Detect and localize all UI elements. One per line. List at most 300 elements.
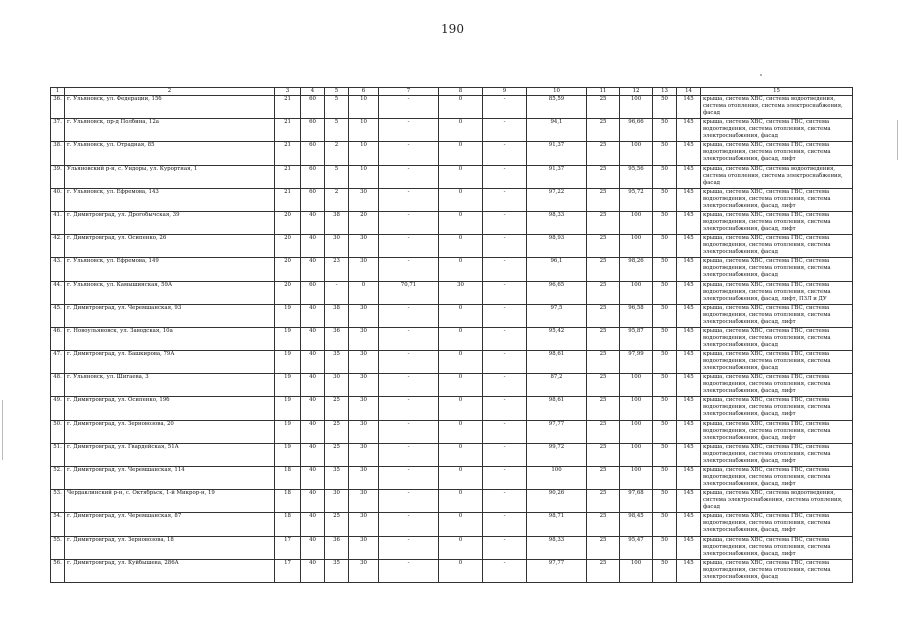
address-cell: г. Ульяновск, ул. Федерации, 15б: [65, 96, 275, 119]
value-cell-5: 2: [325, 142, 349, 165]
value-cell-8: 0: [439, 374, 483, 397]
row-number-cell: 45.: [51, 304, 65, 327]
value-cell-12: 100: [620, 559, 653, 582]
value-cell-7: -: [379, 513, 439, 536]
value-cell-13: 50: [653, 351, 677, 374]
value-cell-11: 25: [587, 536, 620, 559]
repair-works-cell: крыша, система ХВС, система водоотведения, система отопления, система электроснабжения, фасад: [701, 165, 853, 188]
value-cell-9: -: [483, 351, 527, 374]
row-number-cell: 38.: [51, 142, 65, 165]
scan-edge-mark: [2, 400, 3, 460]
value-cell-10: 91,37: [527, 165, 587, 188]
address-cell: г. Димитровград, ул. Куйбышева, 286А: [65, 559, 275, 582]
value-cell-3: 20: [275, 235, 301, 258]
value-cell-7: -: [379, 327, 439, 350]
value-cell-14: 145: [677, 420, 701, 443]
value-cell-5: 2: [325, 188, 349, 211]
value-cell-13: 50: [653, 119, 677, 142]
value-cell-5: 25: [325, 443, 349, 466]
repair-works-cell: крыша, система ХВС, система водоотведения, система электроснабжения, система отопления, фасад: [701, 490, 853, 513]
value-cell-11: 25: [587, 443, 620, 466]
value-cell-14: 145: [677, 235, 701, 258]
table-row: [51, 513, 853, 536]
value-cell-5: 35: [325, 351, 349, 374]
value-cell-13: 50: [653, 258, 677, 281]
value-cell-14: 145: [677, 142, 701, 165]
value-cell-12: 95,47: [620, 536, 653, 559]
header-cell: 14: [677, 88, 701, 96]
value-cell-8: 0: [439, 96, 483, 119]
value-cell-3: 18: [275, 467, 301, 490]
value-cell-3: 21: [275, 142, 301, 165]
value-cell-13: 50: [653, 188, 677, 211]
value-cell-9: -: [483, 211, 527, 234]
value-cell-8: 0: [439, 397, 483, 420]
value-cell-4: 40: [301, 536, 325, 559]
value-cell-4: 60: [301, 165, 325, 188]
value-cell-11: 25: [587, 142, 620, 165]
value-cell-8: 0: [439, 258, 483, 281]
header-cell: 4: [301, 88, 325, 96]
value-cell-8: 0: [439, 119, 483, 142]
table-row: [51, 165, 853, 188]
value-cell-12: 98,26: [620, 258, 653, 281]
value-cell-8: 0: [439, 443, 483, 466]
table-row: [51, 96, 853, 119]
value-cell-14: 145: [677, 467, 701, 490]
value-cell-6: 30: [349, 304, 379, 327]
value-cell-14: 145: [677, 281, 701, 304]
table-row: [51, 327, 853, 350]
value-cell-4: 40: [301, 420, 325, 443]
value-cell-7: -: [379, 374, 439, 397]
value-cell-3: 21: [275, 119, 301, 142]
value-cell-9: -: [483, 490, 527, 513]
repair-works-cell: крыша, система ХВС, система ГВС, система водоотведения, система отопления, система электроснабжения, фасад, лифт: [701, 211, 853, 234]
value-cell-5: 35: [325, 467, 349, 490]
value-cell-10: 100: [527, 467, 587, 490]
header-cell: 15: [701, 88, 853, 96]
row-number-cell: 53.: [51, 490, 65, 513]
value-cell-9: -: [483, 281, 527, 304]
table-row: [51, 559, 853, 582]
value-cell-11: 25: [587, 374, 620, 397]
value-cell-12: 96,66: [620, 119, 653, 142]
value-cell-5: 5: [325, 165, 349, 188]
page-number: 190: [441, 22, 464, 36]
value-cell-4: 40: [301, 327, 325, 350]
repair-works-cell: крыша, система ХВС, система ГВС, система водоотведения, система отопления, система электроснабжения, фасад, лифт: [701, 467, 853, 490]
value-cell-12: 100: [620, 443, 653, 466]
value-cell-10: 98,33: [527, 211, 587, 234]
value-cell-4: 60: [301, 142, 325, 165]
value-cell-5: 5: [325, 96, 349, 119]
repair-works-cell: крыша, система ХВС, система водоотведения, система отопления, система электроснабжения, фасад: [701, 96, 853, 119]
value-cell-4: 40: [301, 258, 325, 281]
value-cell-12: 96,58: [620, 304, 653, 327]
value-cell-8: 0: [439, 559, 483, 582]
value-cell-6: 10: [349, 142, 379, 165]
value-cell-13: 50: [653, 165, 677, 188]
value-cell-8: 0: [439, 327, 483, 350]
value-cell-7: -: [379, 490, 439, 513]
value-cell-3: 21: [275, 96, 301, 119]
value-cell-10: 99,72: [527, 443, 587, 466]
value-cell-6: 30: [349, 536, 379, 559]
value-cell-9: -: [483, 443, 527, 466]
value-cell-4: 40: [301, 397, 325, 420]
repair-works-cell: крыша, система ХВС, система ГВС, система водоотведения, система отопления, система электроснабжения, фасад: [701, 351, 853, 374]
repair-works-cell: крыша, система ХВС, система ГВС, система водоотведения, система отопления, система электроснабжения, фасад: [701, 235, 853, 258]
value-cell-11: 25: [587, 281, 620, 304]
value-cell-6: 30: [349, 559, 379, 582]
value-cell-7: -: [379, 258, 439, 281]
value-cell-11: 25: [587, 559, 620, 582]
value-cell-4: 40: [301, 490, 325, 513]
address-cell: г. Димитровград, ул. Осипенко, 26: [65, 235, 275, 258]
value-cell-14: 145: [677, 374, 701, 397]
value-cell-13: 50: [653, 211, 677, 234]
value-cell-6: 30: [349, 490, 379, 513]
value-cell-5: 30: [325, 374, 349, 397]
value-cell-7: -: [379, 536, 439, 559]
table-row: [51, 304, 853, 327]
row-number-cell: 39.: [51, 165, 65, 188]
value-cell-5: -: [325, 281, 349, 304]
value-cell-8: 0: [439, 165, 483, 188]
value-cell-6: 30: [349, 467, 379, 490]
value-cell-6: 30: [349, 327, 379, 350]
value-cell-12: 100: [620, 142, 653, 165]
address-cell: г. Ульяновск, ул. Отрадная, 85: [65, 142, 275, 165]
repair-works-cell: крыша, система ХВС, система ГВС, система водоотведения, система отопления, система электроснабжения, фасад: [701, 119, 853, 142]
value-cell-3: 21: [275, 188, 301, 211]
header-cell: 7: [379, 88, 439, 96]
value-cell-9: -: [483, 513, 527, 536]
value-cell-8: 30: [439, 281, 483, 304]
value-cell-9: -: [483, 258, 527, 281]
header-cell: 11: [587, 88, 620, 96]
value-cell-5: 36: [325, 327, 349, 350]
scan-edge-mark: [897, 120, 898, 160]
value-cell-8: 0: [439, 490, 483, 513]
value-cell-11: 25: [587, 235, 620, 258]
value-cell-3: 19: [275, 397, 301, 420]
repair-works-cell: крыша, система ХВС, система ГВС, система водоотведения, система отопления, система электроснабжения, фасад, лифт, ПЗЛ и ДУ: [701, 281, 853, 304]
address-cell: г. Ульяновск, ул. Шигаева, 3: [65, 374, 275, 397]
value-cell-5: 35: [325, 559, 349, 582]
value-cell-12: 97,99: [620, 351, 653, 374]
value-cell-13: 50: [653, 513, 677, 536]
value-cell-5: 38: [325, 304, 349, 327]
value-cell-7: -: [379, 559, 439, 582]
repair-works-cell: крыша, система ХВС, система ГВС, система водоотведения, система отопления, система электроснабжения, фасад: [701, 258, 853, 281]
value-cell-4: 40: [301, 235, 325, 258]
value-cell-5: 5: [325, 119, 349, 142]
value-cell-6: 10: [349, 119, 379, 142]
value-cell-6: 10: [349, 165, 379, 188]
value-cell-3: 19: [275, 327, 301, 350]
address-cell: г. Димитровград, ул. Зерновозова, 18: [65, 536, 275, 559]
value-cell-11: 25: [587, 119, 620, 142]
repair-works-cell: крыша, система ХВС, система ГВС, система водоотведения, система отопления, система электроснабжения, фасад, лифт: [701, 397, 853, 420]
address-cell: Ульяновский р-н, с. Ундоры, ул. Курортная, 1: [65, 165, 275, 188]
value-cell-8: 0: [439, 235, 483, 258]
address-cell: г. Димитровград, ул. Башкирова, 79А: [65, 351, 275, 374]
table-row: [51, 536, 853, 559]
value-cell-5: 25: [325, 397, 349, 420]
table-row: [51, 188, 853, 211]
value-cell-10: 95,42: [527, 327, 587, 350]
value-cell-8: 0: [439, 351, 483, 374]
value-cell-10: 97,77: [527, 559, 587, 582]
value-cell-12: 95,72: [620, 188, 653, 211]
value-cell-10: 97,77: [527, 420, 587, 443]
value-cell-12: 95,87: [620, 327, 653, 350]
repair-works-cell: крыша, система ХВС, система ГВС, система водоотведения, система отопления, система электроснабжения, фасад, лифт: [701, 188, 853, 211]
value-cell-7: -: [379, 165, 439, 188]
address-cell: г. Димитровград, ул. Черемшанская, 93: [65, 304, 275, 327]
value-cell-10: 87,2: [527, 374, 587, 397]
value-cell-6: 30: [349, 420, 379, 443]
value-cell-14: 145: [677, 165, 701, 188]
value-cell-14: 145: [677, 258, 701, 281]
value-cell-12: 100: [620, 467, 653, 490]
value-cell-3: 19: [275, 420, 301, 443]
table-row: [51, 258, 853, 281]
repair-works-cell: крыша, система ХВС, система ГВС, система водоотведения, система отопления, система электроснабжения, фасад, лифт: [701, 304, 853, 327]
value-cell-10: 98,61: [527, 397, 587, 420]
value-cell-6: 30: [349, 235, 379, 258]
value-cell-4: 40: [301, 374, 325, 397]
header-cell: 9: [483, 88, 527, 96]
value-cell-10: 96,65: [527, 281, 587, 304]
header-cell: 6: [349, 88, 379, 96]
value-cell-6: 30: [349, 351, 379, 374]
value-cell-4: 40: [301, 211, 325, 234]
value-cell-12: 98,45: [620, 513, 653, 536]
value-cell-5: 36: [325, 536, 349, 559]
address-cell: г. Димитровград, ул. Черемшанская, 114: [65, 467, 275, 490]
value-cell-4: 60: [301, 119, 325, 142]
row-number-cell: 54.: [51, 513, 65, 536]
row-number-cell: 44.: [51, 281, 65, 304]
header-cell: 5: [325, 88, 349, 96]
value-cell-14: 145: [677, 188, 701, 211]
value-cell-5: 25: [325, 513, 349, 536]
value-cell-5: 38: [325, 211, 349, 234]
value-cell-5: 25: [325, 420, 349, 443]
value-cell-14: 145: [677, 211, 701, 234]
value-cell-11: 25: [587, 188, 620, 211]
value-cell-12: 100: [620, 397, 653, 420]
value-cell-11: 25: [587, 513, 620, 536]
repair-works-cell: крыша, система ХВС, система ГВС, система водоотведения, система отопления, система электроснабжения, фасад, лифт: [701, 142, 853, 165]
value-cell-8: 0: [439, 304, 483, 327]
value-cell-3: 18: [275, 513, 301, 536]
value-cell-8: 0: [439, 513, 483, 536]
repair-works-cell: крыша, система ХВС, система ГВС, система водоотведения, система отопления, система электроснабжения, фасад: [701, 327, 853, 350]
header-cell: 2: [65, 88, 275, 96]
value-cell-13: 50: [653, 420, 677, 443]
value-cell-9: -: [483, 559, 527, 582]
value-cell-4: 60: [301, 188, 325, 211]
value-cell-11: 25: [587, 467, 620, 490]
value-cell-5: 23: [325, 258, 349, 281]
row-number-cell: 42.: [51, 235, 65, 258]
value-cell-10: 96,1: [527, 258, 587, 281]
value-cell-4: 40: [301, 559, 325, 582]
value-cell-13: 50: [653, 235, 677, 258]
address-cell: г. Ульяновск, ул. Ефремова, 149: [65, 258, 275, 281]
column-number-header-row: [51, 88, 853, 96]
value-cell-8: 0: [439, 420, 483, 443]
value-cell-6: 30: [349, 397, 379, 420]
value-cell-7: -: [379, 467, 439, 490]
value-cell-7: -: [379, 96, 439, 119]
table-row: [51, 467, 853, 490]
value-cell-11: 25: [587, 420, 620, 443]
value-cell-12: 100: [620, 420, 653, 443]
value-cell-14: 145: [677, 443, 701, 466]
value-cell-11: 25: [587, 211, 620, 234]
table-row: [51, 397, 853, 420]
value-cell-10: 97,22: [527, 188, 587, 211]
value-cell-14: 145: [677, 304, 701, 327]
value-cell-9: -: [483, 397, 527, 420]
value-cell-3: 20: [275, 258, 301, 281]
repair-works-cell: крыша, система ХВС, система ГВС, система водоотведения, система отопления, система электроснабжения, фасад: [701, 559, 853, 582]
table-row: [51, 374, 853, 397]
value-cell-6: 10: [349, 96, 379, 119]
value-cell-7: -: [379, 142, 439, 165]
value-cell-10: 98,33: [527, 536, 587, 559]
address-cell: г. Ульяновск, ул. Ефремова, 143: [65, 188, 275, 211]
table-row: [51, 281, 853, 304]
address-cell: г. Димитровград, ул. Дрогобычская, 39: [65, 211, 275, 234]
value-cell-10: 90,26: [527, 490, 587, 513]
value-cell-4: 60: [301, 96, 325, 119]
value-cell-4: 40: [301, 443, 325, 466]
value-cell-12: 100: [620, 96, 653, 119]
value-cell-12: 100: [620, 211, 653, 234]
value-cell-7: -: [379, 420, 439, 443]
value-cell-8: 0: [439, 536, 483, 559]
value-cell-10: 98,71: [527, 513, 587, 536]
row-number-cell: 37.: [51, 119, 65, 142]
address-cell: г. Димитровград, ул. Гвардейская, 51А: [65, 443, 275, 466]
value-cell-12: 100: [620, 281, 653, 304]
value-cell-7: -: [379, 443, 439, 466]
value-cell-9: -: [483, 142, 527, 165]
table-row: [51, 211, 853, 234]
value-cell-6: 30: [349, 374, 379, 397]
value-cell-6: 30: [349, 188, 379, 211]
table-row: [51, 235, 853, 258]
address-cell: г. Димитровград, ул. Осипенко, 19б: [65, 397, 275, 420]
value-cell-13: 50: [653, 281, 677, 304]
value-cell-8: 0: [439, 188, 483, 211]
value-cell-3: 20: [275, 281, 301, 304]
value-cell-11: 25: [587, 165, 620, 188]
value-cell-13: 50: [653, 96, 677, 119]
value-cell-14: 145: [677, 351, 701, 374]
value-cell-14: 145: [677, 559, 701, 582]
header-cell: 12: [620, 88, 653, 96]
address-cell: г. Новоульяновск, ул. Заводская, 10а: [65, 327, 275, 350]
value-cell-13: 50: [653, 397, 677, 420]
value-cell-9: -: [483, 374, 527, 397]
value-cell-5: 30: [325, 490, 349, 513]
value-cell-7: -: [379, 397, 439, 420]
row-number-cell: 46.: [51, 327, 65, 350]
value-cell-13: 50: [653, 467, 677, 490]
row-number-cell: 41.: [51, 211, 65, 234]
value-cell-3: 20: [275, 211, 301, 234]
value-cell-10: 98,93: [527, 235, 587, 258]
value-cell-8: 0: [439, 211, 483, 234]
value-cell-3: 21: [275, 165, 301, 188]
value-cell-5: 30: [325, 235, 349, 258]
row-number-cell: 47.: [51, 351, 65, 374]
value-cell-11: 25: [587, 96, 620, 119]
header-cell: 10: [527, 88, 587, 96]
address-cell: г. Димитровград, ул. Зерновозова, 20: [65, 420, 275, 443]
repair-works-cell: крыша, система ХВС, система ГВС, система водоотведения, система отопления, система электроснабжения, фасад, лифт: [701, 513, 853, 536]
value-cell-3: 17: [275, 536, 301, 559]
table-row: [51, 420, 853, 443]
value-cell-4: 40: [301, 351, 325, 374]
value-cell-14: 145: [677, 397, 701, 420]
row-number-cell: 49.: [51, 397, 65, 420]
value-cell-8: 0: [439, 142, 483, 165]
value-cell-14: 145: [677, 513, 701, 536]
value-cell-9: -: [483, 467, 527, 490]
value-cell-3: 19: [275, 443, 301, 466]
value-cell-12: 97,68: [620, 490, 653, 513]
table-row: [51, 443, 853, 466]
header-cell: 1: [51, 88, 65, 96]
scan-speck: [760, 74, 762, 76]
value-cell-9: -: [483, 235, 527, 258]
value-cell-13: 50: [653, 304, 677, 327]
value-cell-11: 25: [587, 490, 620, 513]
value-cell-7: -: [379, 304, 439, 327]
address-cell: Чердаклинский р-н, с. Октябрьск, 1-й Микрор-н, 19: [65, 490, 275, 513]
value-cell-12: 100: [620, 374, 653, 397]
repair-works-cell: крыша, система ХВС, система ГВС, система водоотведения, система отопления, система электроснабжения, фасад, лифт: [701, 536, 853, 559]
value-cell-14: 145: [677, 96, 701, 119]
value-cell-7: -: [379, 351, 439, 374]
value-cell-9: -: [483, 420, 527, 443]
value-cell-7: -: [379, 235, 439, 258]
value-cell-14: 145: [677, 119, 701, 142]
value-cell-9: -: [483, 119, 527, 142]
value-cell-12: 100: [620, 235, 653, 258]
value-cell-3: 19: [275, 351, 301, 374]
value-cell-3: 19: [275, 304, 301, 327]
table-row: [51, 490, 853, 513]
value-cell-9: -: [483, 327, 527, 350]
table-row: [51, 119, 853, 142]
row-number-cell: 50.: [51, 420, 65, 443]
table-row: [51, 351, 853, 374]
value-cell-4: 40: [301, 513, 325, 536]
row-number-cell: 56.: [51, 559, 65, 582]
value-cell-7: -: [379, 119, 439, 142]
value-cell-14: 145: [677, 327, 701, 350]
row-number-cell: 48.: [51, 374, 65, 397]
